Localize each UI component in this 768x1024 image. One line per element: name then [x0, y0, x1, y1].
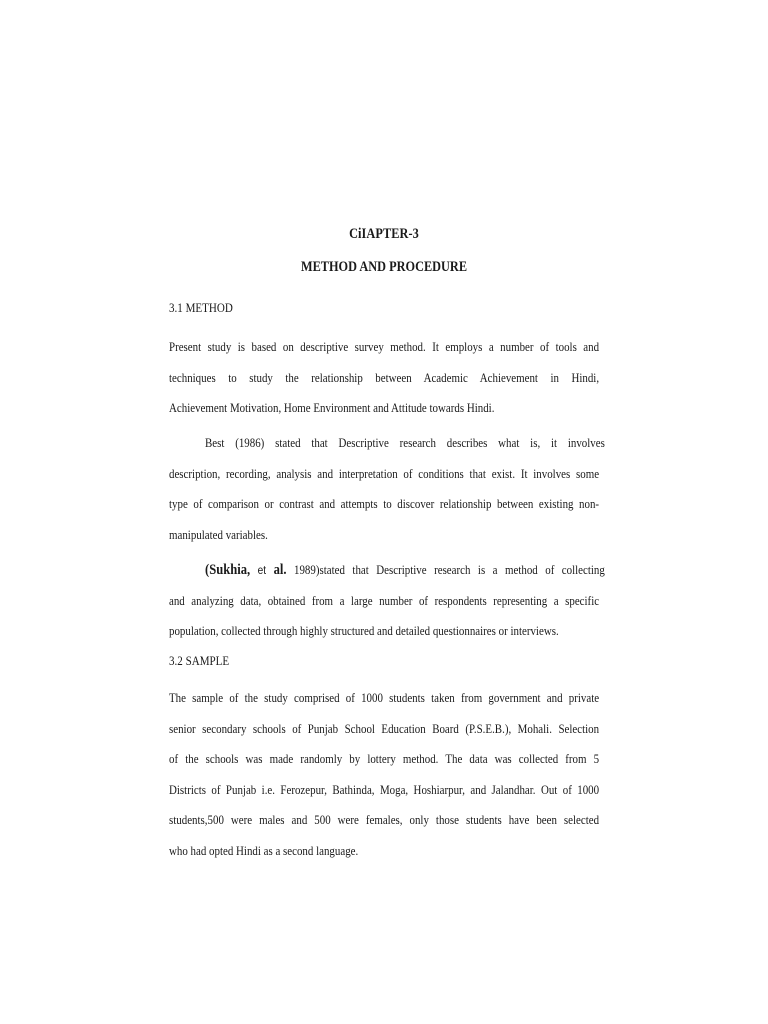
citation-author: (Sukhia, [205, 562, 251, 578]
text-line: description, recording, analysis and interpretation of conditions that exist. It involves some [169, 465, 600, 481]
chapter-title: METHOD AND PROCEDURE [300, 259, 468, 275]
text-line: who had opted Hindi as a second language. [169, 842, 359, 858]
text-line: Achievement Motivation, Home Environment and Attitude towards Hindi. [169, 400, 495, 415]
citation-et: et [257, 563, 267, 577]
method-paragraph-3 [169, 561, 605, 653]
text-line: senior secondary schools of Punjab School Education Board (P.S.E.B.), Mohali. Selection [169, 720, 600, 736]
text-line: The sample of the study comprised of 1000 students taken from government and private [169, 690, 600, 705]
text-line [169, 561, 605, 592]
section-heading-sample: 3.2 SAMPLE [169, 653, 230, 668]
text-line: population, collected through highly structured and detailed questionnaires or interviews. [169, 623, 559, 638]
text-line: type of comparison or contrast and attempts to discover relationship between existing non- [169, 496, 600, 511]
citation-al: al. [273, 562, 287, 578]
citation-rest: 1989)stated that Descriptive research is a method of collecting [294, 562, 605, 577]
text-line: students,500 were males and 500 were females, only those students have been selected [169, 812, 600, 827]
text-line: Present study is based on descriptive survey method. It employs a number of tools and [169, 339, 600, 354]
text-line: Best (1986) stated that Descriptive research describes what is, it involves [205, 435, 605, 450]
method-paragraph-1 [169, 338, 599, 430]
chapter-number: CiIAPTER-3 [349, 226, 419, 242]
text-line: and analyzing data, obtained from a large number of respondents representing a specific [169, 592, 600, 608]
text-line: manipulated variables. [169, 526, 268, 542]
method-paragraph-2 [169, 434, 605, 556]
section-heading-method: 3.1 METHOD [169, 300, 233, 315]
text-line: techniques to study the relationship between Academic Achievement in Hindi, [169, 369, 600, 385]
text-line: Districts of Punjab i.e. Ferozepur, Bathinda, Moga, Hoshiarpur, and Jalandhar. Out of 1000 [169, 781, 600, 797]
sample-paragraph [169, 689, 599, 872]
text-line: of the schools was made randomly by lottery method. The data was collected from 5 [169, 751, 600, 766]
